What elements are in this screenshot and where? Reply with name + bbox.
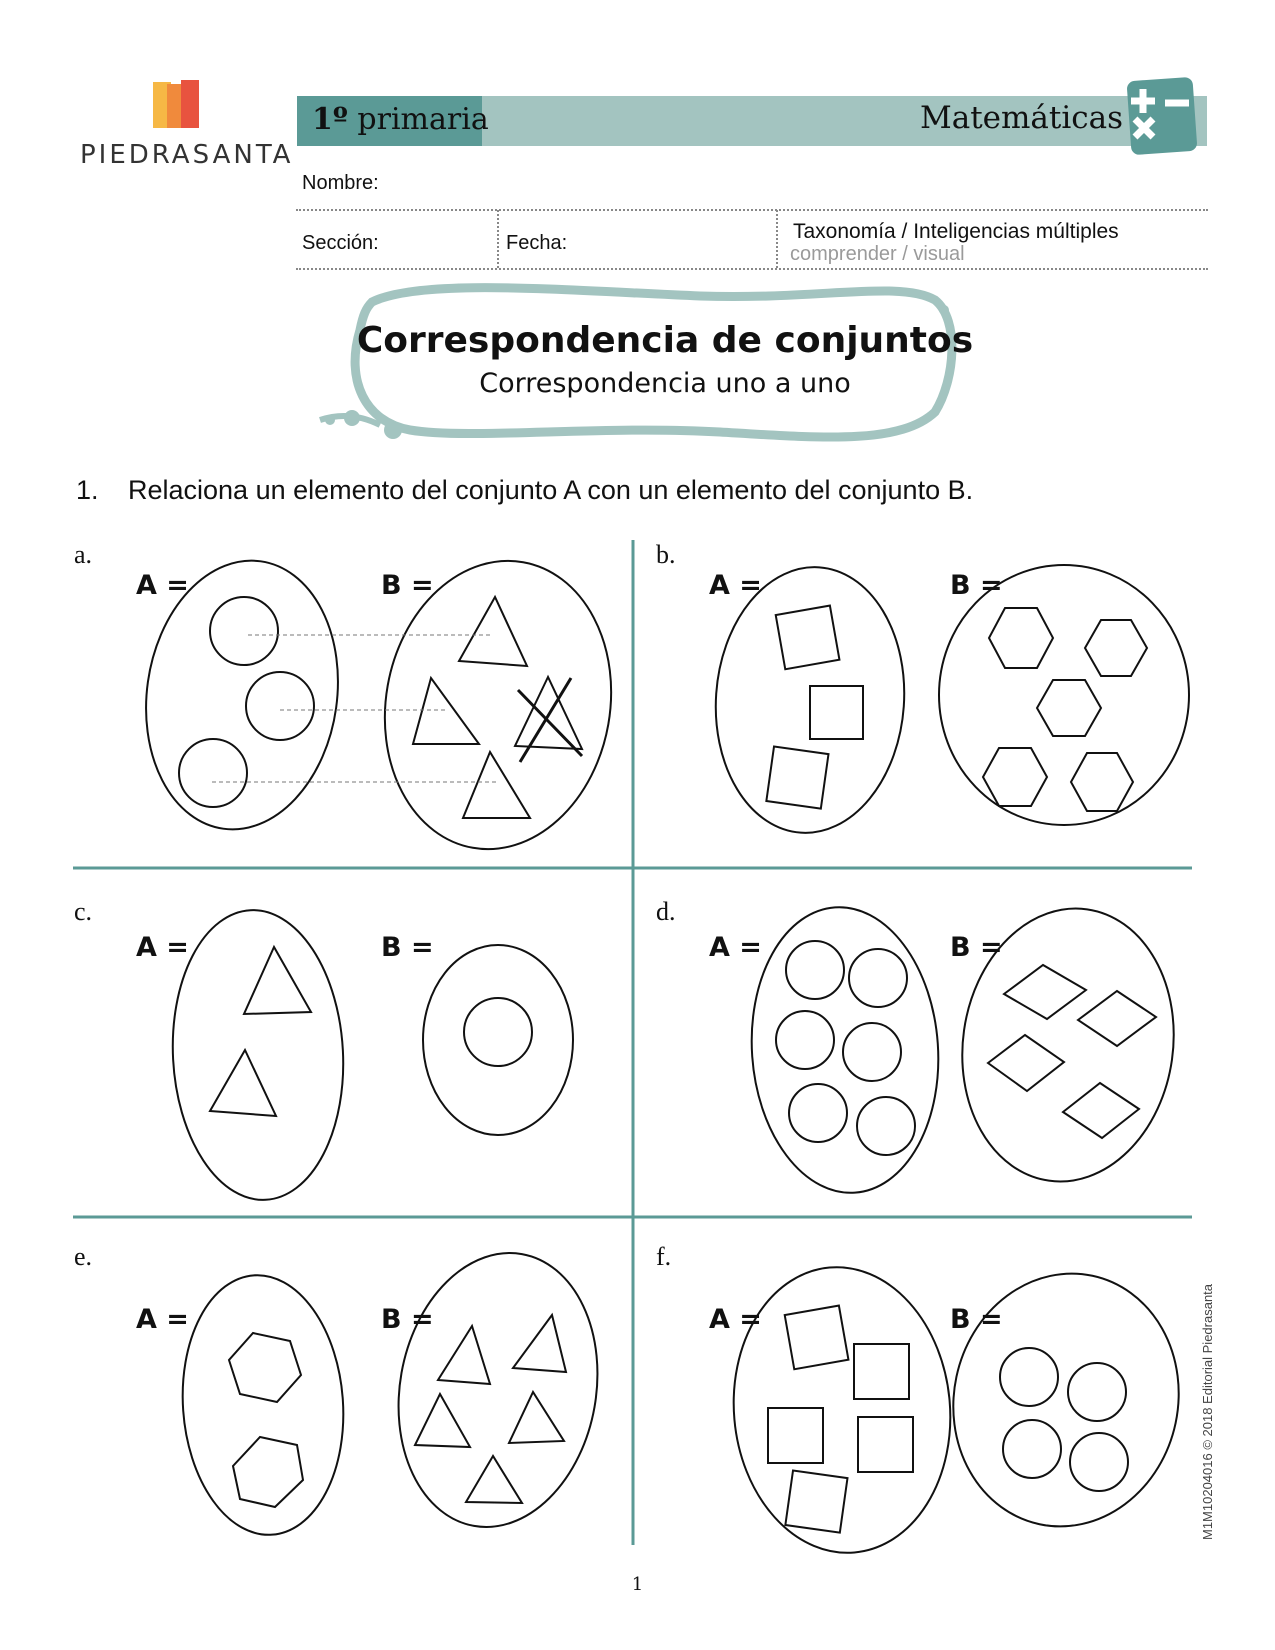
- triangle-shape: [459, 597, 527, 666]
- set-b-oval: [939, 565, 1189, 825]
- circle-shape: [776, 1011, 834, 1069]
- circle-shape: [210, 597, 278, 665]
- set-a-oval: [742, 901, 947, 1199]
- panel-a-drawing: [129, 543, 633, 867]
- worksheet-subtitle: Correspondencia uno a uno: [479, 368, 851, 399]
- exercise-number: 1.: [76, 475, 99, 505]
- circle-shape: [179, 739, 247, 807]
- circle-shape: [464, 998, 532, 1066]
- triangle-shape: [210, 1050, 276, 1116]
- triangle-shape: [438, 1326, 490, 1384]
- circle-shape: [789, 1084, 847, 1142]
- square-shape: [810, 686, 863, 739]
- triangle-shape: [413, 678, 479, 744]
- set-b-oval: [930, 1252, 1202, 1547]
- set-a-label: A =: [709, 570, 762, 601]
- hexagon-shape: [1085, 620, 1147, 676]
- panel-letter-d: d.: [656, 897, 676, 926]
- triangle-shape: [415, 1394, 470, 1447]
- set-a-label: A =: [136, 932, 189, 963]
- panel-letter-a: a.: [74, 540, 93, 569]
- circle-shape: [843, 1023, 901, 1081]
- panel-f-drawing: [722, 1252, 1202, 1561]
- circle-shape: [246, 672, 314, 740]
- set-b-label: B =: [950, 932, 1003, 963]
- set-a-label: A =: [136, 570, 189, 601]
- set-b-label: B =: [950, 1304, 1003, 1335]
- set-b-oval: [945, 895, 1191, 1196]
- panel-e-drawing: [174, 1237, 618, 1543]
- rhombus-shape: [1063, 1083, 1139, 1138]
- taxonomy-value: comprender / visual: [790, 243, 965, 265]
- circle-shape: [1000, 1348, 1058, 1406]
- square-shape: [854, 1344, 909, 1399]
- set-a-oval: [166, 906, 351, 1204]
- hexagon-shape: [229, 1333, 301, 1402]
- instruction-text: Relaciona un elemento del conjunto A con un elemento del conjunto B.: [128, 475, 974, 505]
- worksheet-title: Correspondencia de conjuntos: [356, 320, 974, 361]
- set-b-label: B =: [381, 1304, 434, 1335]
- set-b-oval: [378, 1237, 619, 1543]
- set-b-label: B =: [381, 932, 434, 963]
- circle-shape: [786, 941, 844, 999]
- circle-shape: [849, 949, 907, 1007]
- square-shape: [768, 1408, 823, 1463]
- hexagon-shape: [1037, 680, 1101, 736]
- hexagon-shape: [1071, 753, 1133, 811]
- hexagon-shape: [233, 1437, 303, 1507]
- panel-letter-f: f.: [656, 1242, 672, 1271]
- square-shape: [785, 1471, 847, 1533]
- square-shape: [776, 606, 840, 670]
- grade-word: primaria: [357, 102, 489, 137]
- publisher-name: PIEDRASANTA: [80, 140, 294, 170]
- panel-d-drawing: [742, 895, 1191, 1199]
- section-label: Sección:: [302, 232, 379, 254]
- date-label: Fecha:: [506, 232, 568, 254]
- square-shape: [858, 1417, 913, 1472]
- rhombus-shape: [1078, 991, 1156, 1046]
- set-b-label: B =: [950, 570, 1003, 601]
- triangle-shape: [244, 947, 311, 1014]
- set-a-label: A =: [136, 1304, 189, 1335]
- panel-c-drawing: [166, 906, 573, 1204]
- copyright-text: M1M10204016 © 2018 Editorial Piedrasanta: [1200, 1283, 1215, 1540]
- circle-shape: [1070, 1433, 1128, 1491]
- set-b-label: B =: [381, 570, 434, 601]
- set-a-oval: [129, 548, 355, 842]
- square-shape: [785, 1306, 849, 1370]
- triangle-shape: [466, 1456, 522, 1503]
- panel-letter-e: e.: [74, 1242, 93, 1271]
- triangle-shape: [513, 1315, 566, 1372]
- set-b-oval: [423, 945, 573, 1135]
- grade-number: 1º: [312, 102, 348, 137]
- set-a-oval: [174, 1270, 352, 1541]
- rhombus-shape: [1004, 965, 1086, 1019]
- set-a-label: A =: [709, 932, 762, 963]
- triangle-shape: [509, 1392, 564, 1443]
- panel-b-drawing: [707, 561, 1189, 839]
- panel-letter-c: c.: [74, 897, 93, 926]
- panel-letter-b: b.: [656, 540, 676, 569]
- square-shape: [766, 747, 828, 809]
- circle-shape: [1068, 1363, 1126, 1421]
- set-a-label: A =: [709, 1304, 762, 1335]
- circle-shape: [1003, 1420, 1061, 1478]
- page-number: 1: [631, 1574, 644, 1595]
- taxonomy-label: Taxonomía / Inteligencias múltiples: [793, 220, 1119, 243]
- hexagon-shape: [989, 608, 1053, 668]
- rhombus-shape: [988, 1035, 1064, 1091]
- hexagon-shape: [983, 748, 1047, 806]
- subject-title: Matemáticas: [919, 100, 1123, 136]
- circle-shape: [857, 1097, 915, 1155]
- name-label: Nombre:: [302, 172, 379, 194]
